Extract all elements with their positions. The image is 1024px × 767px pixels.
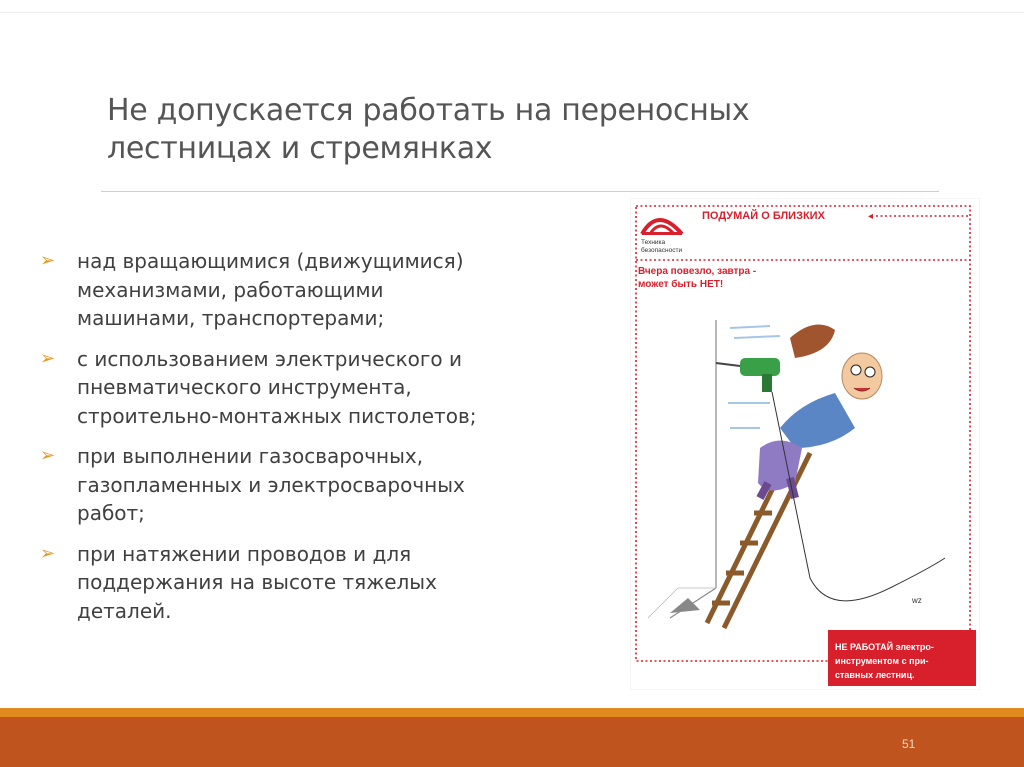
stone-icon (670, 598, 700, 613)
poster-slogan: ПОДУМАЙ О БЛИЗКИХ (702, 210, 825, 222)
arrow-bullet-icon: ➢ (40, 445, 56, 466)
footer-bar (0, 717, 1024, 767)
poster-warning-line1: Вчера повезло, завтра - (638, 266, 757, 277)
safety-logo-icon (642, 220, 682, 235)
bullet-line: механизмами, работающими (77, 277, 384, 302)
bullet-line: пневматического инструмента, (77, 375, 412, 399)
motion-lines (728, 326, 780, 428)
bullet-item (40, 540, 600, 626)
title-line-1: Не допускается работать на переносных (107, 93, 750, 128)
bullet-item (40, 442, 600, 528)
flying-hat-icon (790, 325, 835, 358)
bullet-line: над вращающимися (движущимися) (77, 249, 464, 273)
bullet-line: при натяжении проводов и для (77, 541, 412, 566)
poster-box-line3: ставных лестниц. (835, 670, 915, 680)
bullet-line: при выполнении газосварочных, (77, 444, 424, 468)
artist-signature: wz (912, 596, 922, 605)
arrow-bullet-icon: ➢ (40, 347, 56, 369)
arrow-bullet-icon: ➢ (40, 250, 56, 271)
safety-poster (630, 198, 980, 690)
bullet-list (40, 247, 600, 637)
bullet-line: деталей. (77, 598, 172, 623)
top-border-line (0, 12, 1024, 13)
title-line-2: лестницах и стремянках (107, 131, 493, 166)
slide-title (107, 92, 907, 168)
arrow-bullet-icon: ➢ (40, 542, 56, 564)
slogan-arrow-icon: ◂ (868, 211, 874, 222)
poster-warning-line2: может быть НЕТ! (638, 279, 724, 290)
poster-box-line1: НЕ РАБОТАЙ электро- (835, 642, 934, 652)
drill-icon (716, 358, 780, 392)
bullet-item (40, 345, 600, 431)
bullet-line: газопламенных и электросварочных (77, 472, 465, 497)
bullet-line: строительно-монтажных пистолетов; (77, 403, 477, 428)
logo-text-line1: Техника (641, 239, 666, 246)
bullet-line: машинами, транспортерами; (77, 306, 385, 330)
footer-accent-stripe (0, 708, 1024, 717)
bullet-line: поддержания на высоте тяжелых (77, 570, 437, 594)
poster-box-line2: инструментом с при- (835, 656, 929, 666)
bullet-item (40, 247, 600, 333)
logo-text-line2: безопасности (641, 247, 683, 254)
bullet-line: с использованием электрического и (77, 346, 462, 371)
bullet-line: работ; (77, 501, 145, 525)
worker-head (842, 353, 882, 399)
page-number: 51 (902, 737, 916, 751)
title-divider (101, 191, 939, 192)
worker-shirt (780, 393, 855, 448)
